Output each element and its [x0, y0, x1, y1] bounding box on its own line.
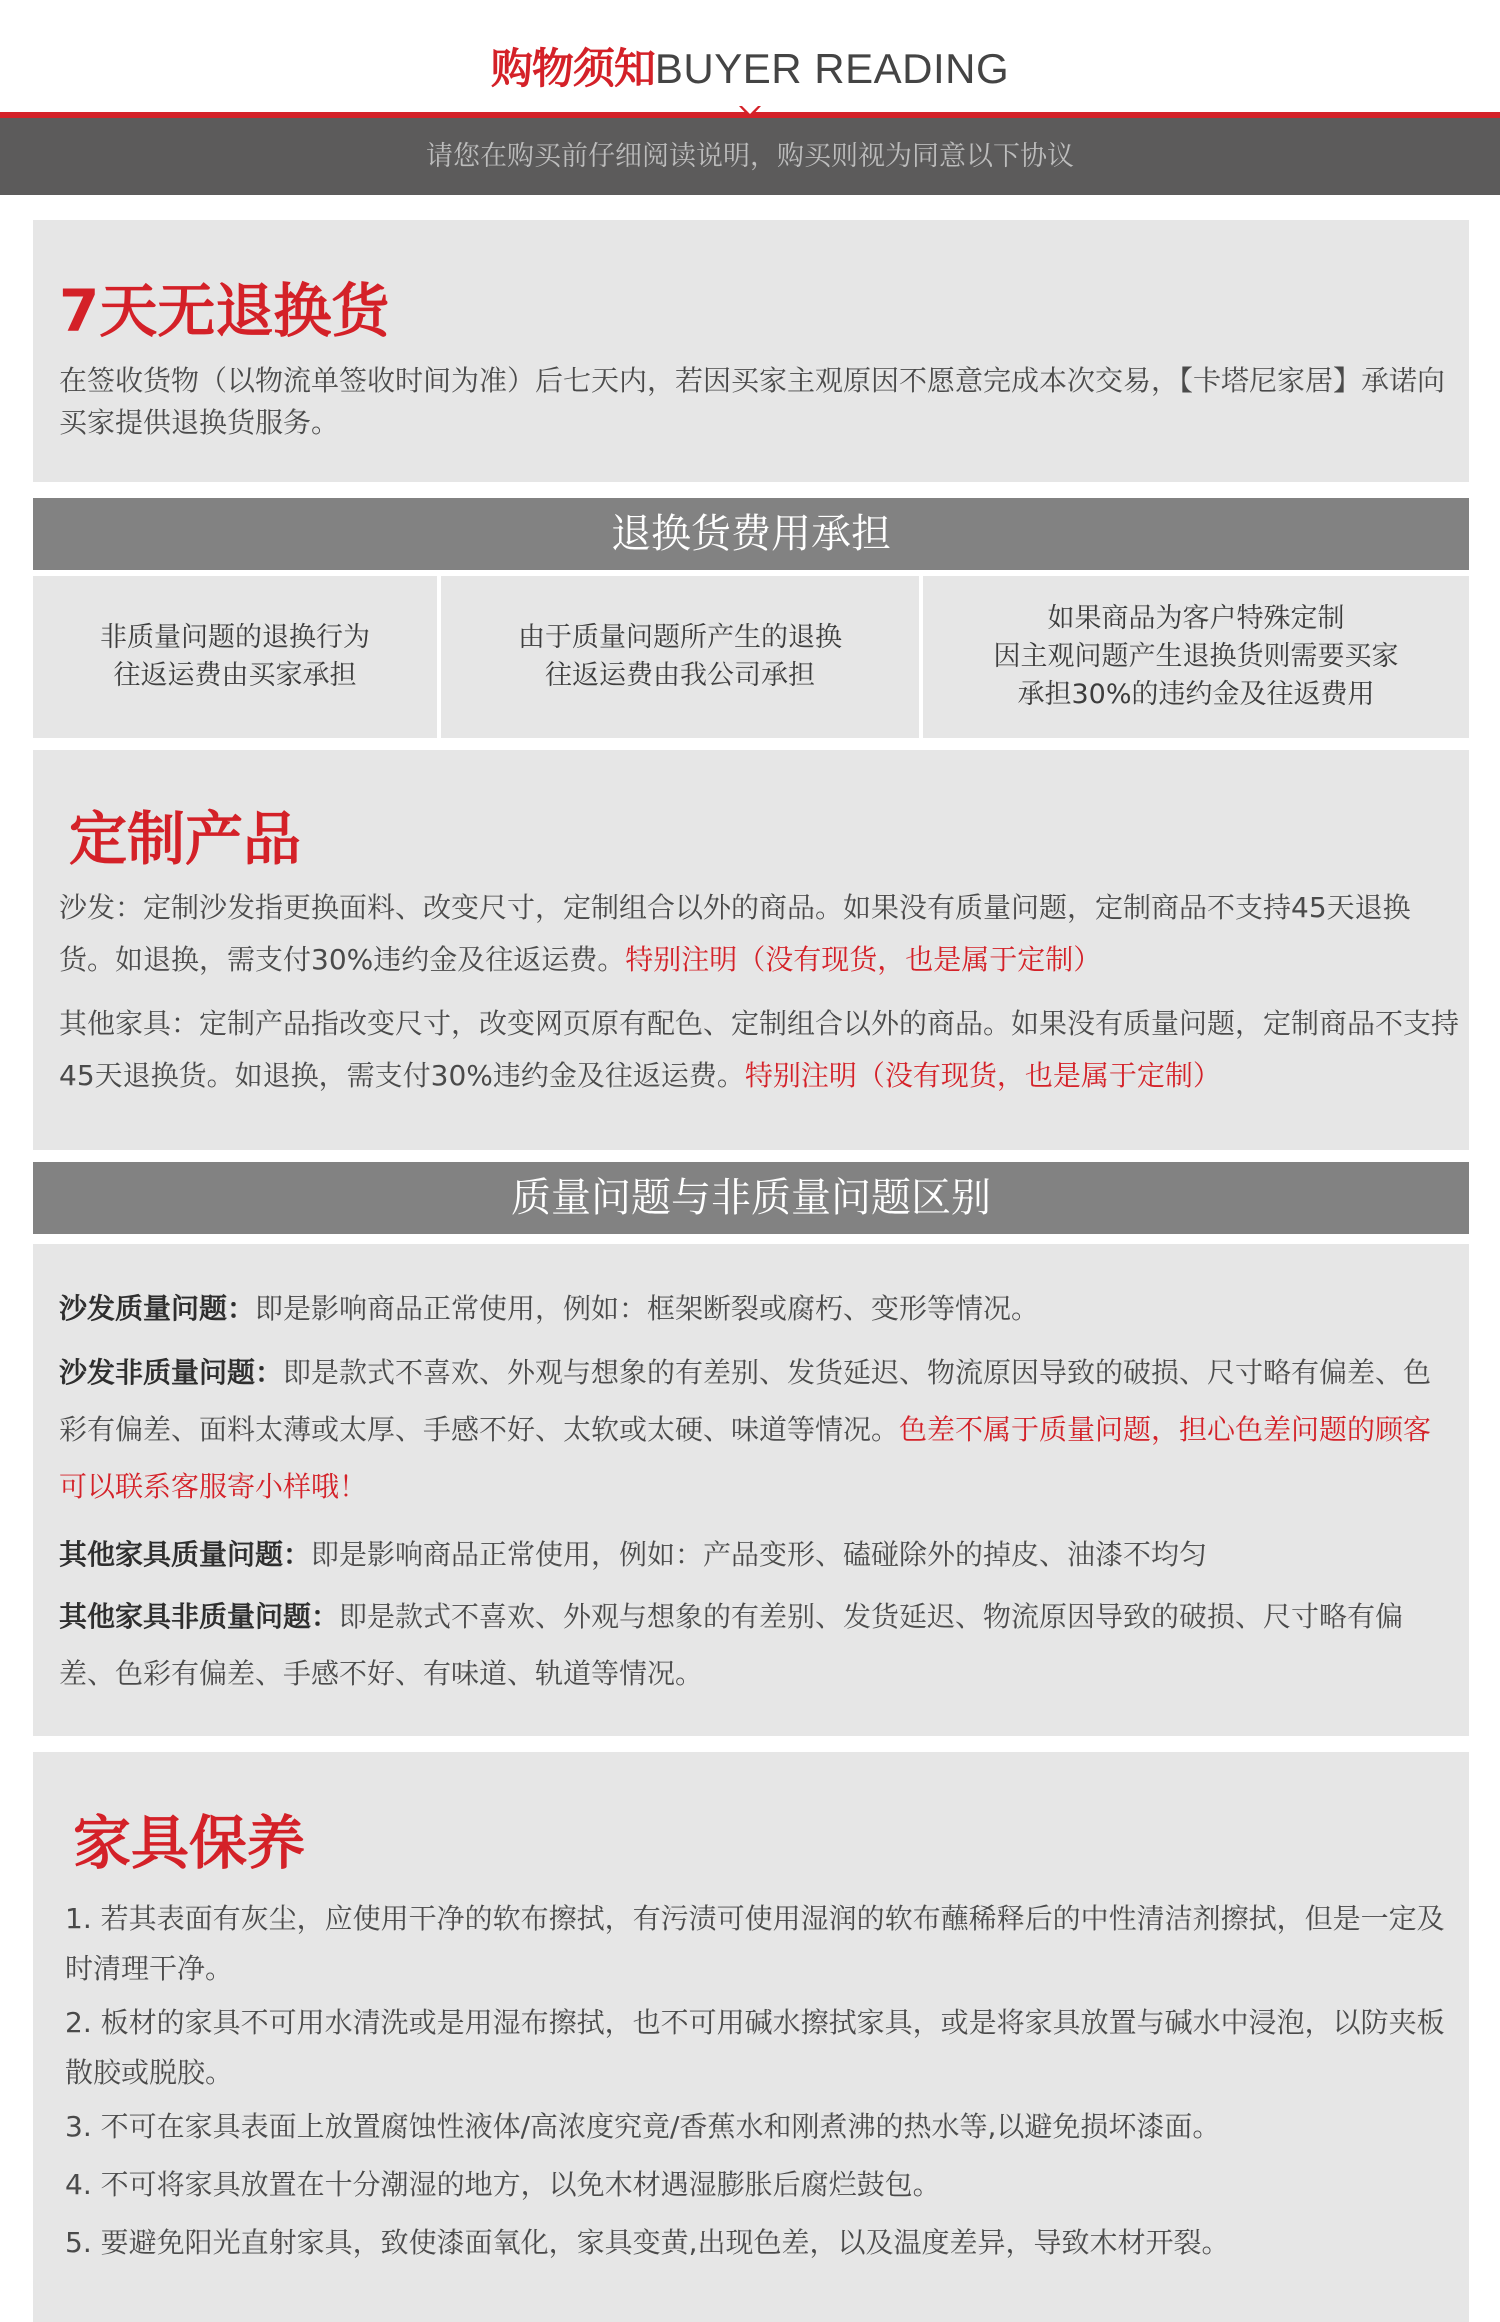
custom-section [33, 750, 1469, 1150]
care-title: 家具保养 [73, 1809, 306, 1877]
custom-sofa-body: 沙发：定制沙发指更换面料、改变尺寸，定制组合以外的商品。如果没有质量问题，定制商品不支持45天退换货。如退换，需支付30%违约金及往返运费。 [59, 891, 1411, 976]
care-item: 4. 不可将家具放置在十分潮湿的地方，以免木材遇湿膨胀后腐烂鼓包。 [65, 2168, 941, 2201]
custom-title: 定制产品 [69, 805, 302, 873]
sofa-non-quality-label: 沙发非质量问题： [59, 1356, 284, 1389]
care-section [33, 1752, 1469, 2322]
other-non-quality-text: 即是款式不喜欢、外观与想象的有差别、发货延迟、物流原因导致的破损、尺寸略有偏差、色彩有偏差、手感不好、有味道、轨道等情况。 [59, 1600, 1404, 1690]
title-en: BUYER READING [654, 45, 1010, 92]
custom-other-body: 其他家具：定制产品指改变尺寸，改变网页原有配色、定制组合以外的商品。如果没有质量问题，定制商品不支持45天退换货。如退换，需支付30%违约金及往返运费。 [59, 1007, 1460, 1092]
fee-cell-non-quality [33, 576, 437, 738]
other-non-quality-label: 其他家具非质量问题： [59, 1600, 340, 1633]
care-item: 5. 要避免阳光直射家具，致使漆面氧化，家具变黄,出现色差，以及温度差异，导致木材开裂。 [65, 2226, 1230, 2259]
sofa-non-quality-note: 色差不属于质量问题，担心色差问题的顾客可以联系客服寄小样哦！ [59, 1413, 1432, 1503]
fee-cell-line: 往返运费由买家承担 [113, 660, 357, 691]
fee-cell-line: 非质量问题的退换行为 [100, 622, 370, 653]
other-quality-text: 即是影响商品正常使用，例如：产品变形、磕碰除外的掉皮、油漆不均匀 [311, 1538, 1208, 1571]
sofa-quality-text: 即是影响商品正常使用，例如：框架断裂或腐朽、变形等情况。 [255, 1292, 1040, 1325]
other-non-quality-item [59, 1588, 1459, 1702]
other-quality-label: 其他家具质量问题： [59, 1538, 312, 1571]
title-cn: 购物须知 [490, 44, 655, 93]
no-return-section [33, 220, 1469, 482]
fee-cell-line: 如果商品为客户特殊定制 [1047, 603, 1345, 634]
care-item: 3. 不可在家具表面上放置腐蚀性液体/高浓度究竟/香蕉水和刚煮沸的热水等,以避免损坏漆面。 [65, 2110, 1221, 2143]
page-title [0, 44, 1500, 93]
sofa-quality-item [59, 1286, 1459, 1332]
fee-cell-line: 往返运费由我公司承担 [545, 660, 815, 691]
custom-sofa-note: 特别注明（没有现货，也是属于定制） [625, 943, 1102, 976]
fee-cell-quality [441, 576, 919, 738]
care-item: 1. 若其表面有灰尘，应使用干净的软布擦拭，有污渍可使用湿润的软布蘸稀释后的中性清洁剂擦拭，但是一定及时清理干净。 [65, 1902, 1445, 1985]
other-quality-item [59, 1532, 1459, 1578]
sofa-non-quality-text: 即是款式不喜欢、外观与想象的有差别、发货延迟、物流原因导致的破损、尺寸略有偏差、色彩有偏差、面料太薄或太厚、手感不好、太软或太硬、味道等情况。 [59, 1356, 1432, 1446]
header-subtitle: 请您在购买前仔细阅读说明，购买则视为同意以下协议 [0, 118, 1500, 195]
no-return-text: 在签收货物（以物流单签收时间为准）后七天内，若因买家主观原因不愿意完成本次交易，【卡塔尼家居】承诺向买家提供退换货服务。 [59, 364, 1446, 439]
fee-cell-custom [923, 576, 1469, 738]
quality-heading: 质量问题与非质量问题区别 [33, 1162, 1469, 1234]
no-return-title: 7天无退换货 [59, 277, 390, 345]
fees-heading: 退换货费用承担 [33, 498, 1469, 570]
custom-other-note: 特别注明（没有现货，也是属于定制） [744, 1059, 1221, 1092]
custom-sofa-text [59, 882, 1459, 986]
sofa-quality-label: 沙发质量问题： [59, 1292, 256, 1325]
quality-section [33, 1244, 1469, 1736]
fee-cell-line: 承担30%的违约金及往返费用 [1017, 679, 1375, 710]
fee-cell-line: 因主观问题产生退换货则需要买家 [993, 641, 1399, 672]
sofa-non-quality-item [59, 1344, 1459, 1515]
header-notch-inner [742, 106, 758, 114]
care-item: 2. 板材的家具不可用水清洗或是用湿布擦拭，也不可用碱水擦拭家具，或是将家具放置与碱水中浸泡，以防夹板散胶或脱胶。 [65, 2006, 1445, 2089]
fee-cell-line: 由于质量问题所产生的退换 [518, 622, 842, 653]
custom-other-text [59, 998, 1459, 1102]
